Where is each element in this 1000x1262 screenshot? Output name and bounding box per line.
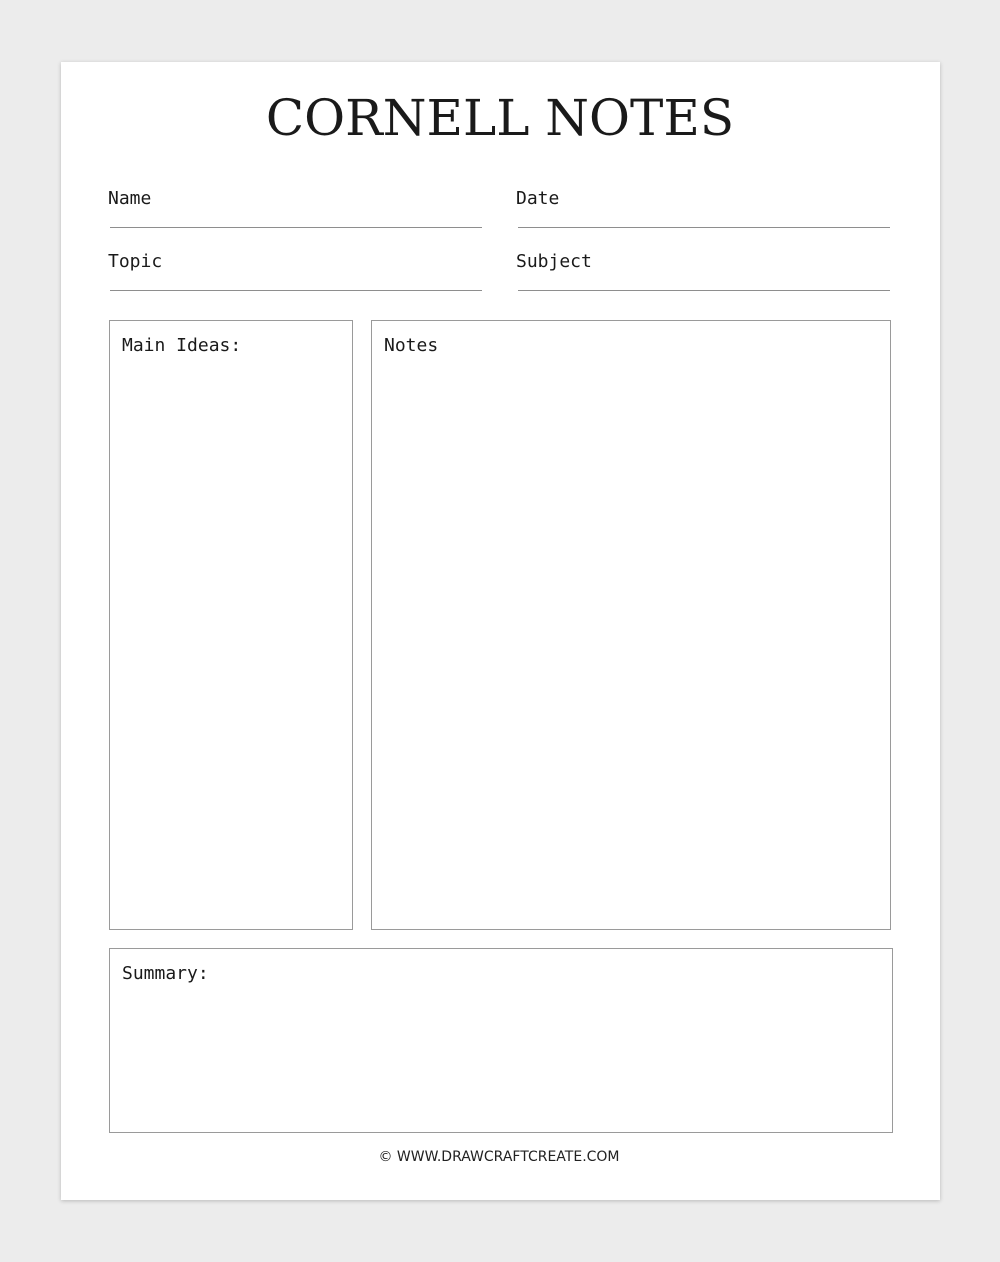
- subject-field[interactable]: [518, 251, 890, 291]
- summary-label: Summary:: [122, 963, 209, 984]
- name-label: Name: [108, 188, 152, 209]
- date-field[interactable]: [518, 188, 890, 228]
- topic-label: Topic: [108, 251, 163, 272]
- date-underline: [518, 227, 890, 228]
- topic-underline: [110, 290, 482, 291]
- main-ideas-label: Main Ideas:: [122, 335, 242, 356]
- summary-box[interactable]: [109, 948, 893, 1133]
- subject-label: Subject: [516, 251, 592, 272]
- notes-label: Notes: [384, 335, 439, 356]
- notes-box[interactable]: [371, 320, 891, 930]
- date-label: Date: [516, 188, 560, 209]
- copyright-footer: © WWW.DRAWCRAFTCREATE.COM: [378, 1149, 620, 1165]
- page-title: CORNELL NOTES: [265, 89, 735, 147]
- name-underline: [110, 227, 482, 228]
- subject-underline: [518, 290, 890, 291]
- name-field[interactable]: [110, 188, 482, 228]
- topic-field[interactable]: [110, 251, 482, 291]
- main-ideas-box[interactable]: [109, 320, 353, 930]
